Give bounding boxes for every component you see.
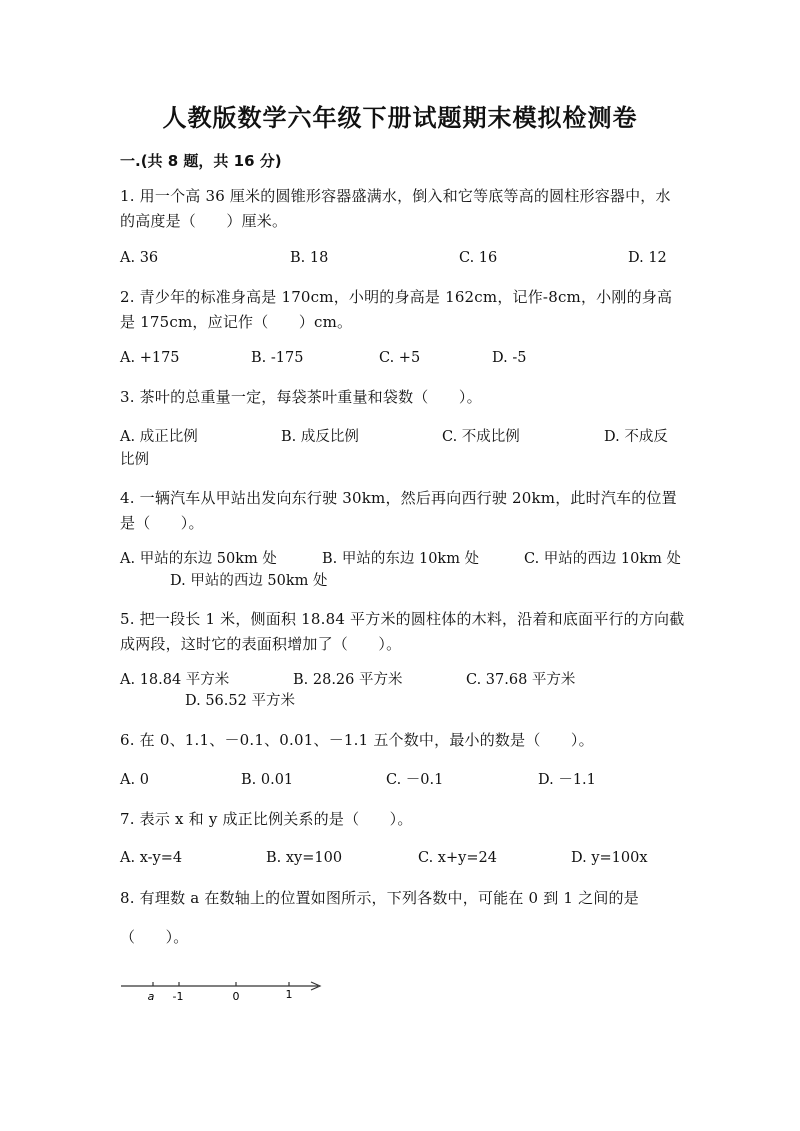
question-1: 1. 用一个高 36 厘米的圆锥形容器盛满水，倒入和它等底等高的圆柱形容器中，水的高度是（ ）厘米。 <box>120 187 671 230</box>
question-8-blank: （ ）。 <box>120 928 189 946</box>
option-b[interactable]: B. 甲站的东边 10km 处 <box>322 551 480 567</box>
question-8: 8. 有理数 a 在数轴上的位置如图所示，下列各数中，可能在 0 到 1 之间的是 <box>120 889 639 907</box>
question-5: 5. 把一段长 1 米，侧面积 18.84 平方米的圆柱体的木料，沿着和底面平行的方向截成两段，这时它的表面积增加了（ ）。 <box>120 610 685 653</box>
question-1-options <box>120 246 685 271</box>
option-a[interactable]: A. x-y=4 <box>120 850 183 866</box>
page-title: 人教版数学六年级下册试题期末模拟检测卷 <box>162 104 638 132</box>
label-neg-1: -1 <box>172 990 184 1003</box>
label-1: 1 <box>285 988 293 1001</box>
option-a[interactable]: A. 成正比例 <box>120 429 198 445</box>
question-7-options <box>120 846 685 871</box>
option-d[interactable]: D. －1.1 <box>538 772 596 788</box>
option-d[interactable]: D. 56.52 平方米 <box>185 693 295 709</box>
option-b[interactable]: B. 0.01 <box>241 772 294 788</box>
option-d-continued: 比例 <box>120 452 149 468</box>
option-a[interactable]: A. 甲站的东边 50km 处 <box>120 551 277 567</box>
option-b[interactable]: B. 成反比例 <box>281 429 359 445</box>
option-c[interactable]: C. 不成比例 <box>442 429 520 445</box>
question-4: 4. 一辆汽车从甲站出发向东行驶 30km，然后再向西行驶 20km，此时汽车的位置是（ ）。 <box>120 489 677 532</box>
option-d[interactable]: D. -5 <box>492 350 527 366</box>
option-a[interactable]: A. +175 <box>120 350 180 366</box>
option-c[interactable]: C. 甲站的西边 10km 处 <box>524 551 682 567</box>
option-c[interactable]: C. x+y=24 <box>418 850 497 866</box>
option-b[interactable]: B. 18 <box>290 250 329 266</box>
option-c[interactable]: C. +5 <box>379 350 421 366</box>
question-6-options <box>120 768 685 793</box>
option-d[interactable]: D. y=100x <box>571 850 648 866</box>
option-c[interactable]: C. 37.68 平方米 <box>466 672 576 688</box>
option-d[interactable]: D. 甲站的西边 50km 处 <box>170 573 328 589</box>
section-heading: 一.(共 8 题，共 16 分) <box>120 152 282 170</box>
question-2: 2. 青少年的标准身高是 170cm，小明的身高是 162cm，记作-8cm，小刚的身高是 175cm，应记作（ ）cm。 <box>120 288 673 331</box>
question-3-options <box>120 425 685 450</box>
question-3: 3. 茶叶的总重量一定，每袋茶叶重量和袋数（ ）。 <box>120 388 482 406</box>
question-2-options <box>120 346 685 371</box>
option-a[interactable]: A. 0 <box>120 772 149 788</box>
option-a[interactable]: A. 18.84 平方米 <box>120 672 230 688</box>
option-d[interactable]: D. 不成反 <box>604 429 668 445</box>
option-c[interactable]: C. 16 <box>459 250 498 266</box>
option-d[interactable]: D. 12 <box>628 250 667 266</box>
label-0: 0 <box>232 990 240 1003</box>
option-c[interactable]: C. －0.1 <box>386 772 444 788</box>
option-b[interactable]: B. 28.26 平方米 <box>293 672 403 688</box>
label-a: a <box>147 990 155 1003</box>
option-a[interactable]: A. 36 <box>120 250 159 266</box>
option-b[interactable]: B. xy=100 <box>266 850 343 866</box>
question-7: 7. 表示 x 和 y 成正比例关系的是（ ）。 <box>120 810 413 828</box>
number-line-figure <box>118 972 328 1008</box>
question-6: 6. 在 0、1.1、－0.1、0.01、－1.1 五个数中，最小的数是（ ）。 <box>120 731 594 749</box>
option-b[interactable]: B. -175 <box>251 350 304 366</box>
